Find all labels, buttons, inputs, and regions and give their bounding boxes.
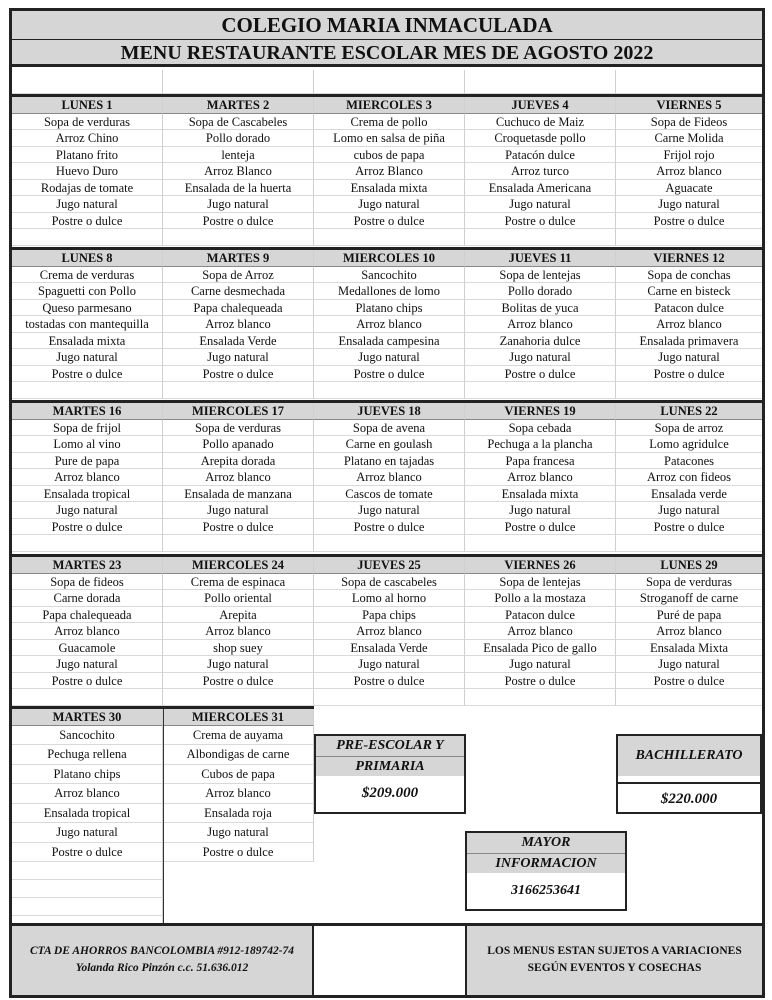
empty-cell <box>12 70 163 94</box>
menu-item: Carne en bisteck <box>616 283 762 300</box>
menu-item: Carne dorada <box>12 590 163 607</box>
menu-item: Ensalada de manzana <box>163 486 314 503</box>
menu-item: Aguacate <box>616 180 762 197</box>
menu-item: Bolitas de yuca <box>465 300 616 317</box>
menu-item: Arroz blanco <box>163 316 314 333</box>
bank-account-line: CTA DE AHORROS BANCOLOMBIA #912-189742-74 <box>29 945 295 957</box>
menu-item: Ensalada de la huerta <box>163 180 314 197</box>
menu-item: Papa chalequeada <box>163 300 314 317</box>
empty-cell <box>465 70 616 94</box>
menu-item: Pollo apanado <box>163 436 314 453</box>
menu-row <box>12 656 762 673</box>
menu-item: Jugo natural <box>163 196 314 213</box>
menu-item: Jugo natural <box>163 823 314 843</box>
empty-cell <box>465 229 616 246</box>
menu-item: Pure de papa <box>12 453 163 470</box>
day-header: VIERNES 19 <box>465 403 616 420</box>
empty-cell <box>314 70 465 94</box>
day-header: MIERCOLES 24 <box>163 557 314 574</box>
week-divider <box>12 400 762 403</box>
menu-item: Huevo Duro <box>12 163 163 180</box>
menu-item: shop suey <box>163 640 314 657</box>
info-phone: 3166253641 <box>511 883 581 898</box>
menu-item: Arroz blanco <box>12 623 163 640</box>
bank-account-note <box>12 926 314 995</box>
menu-item: Arroz Blanco <box>314 163 465 180</box>
day-header: MIERCOLES 3 <box>314 97 465 114</box>
menu-item: Patacon dulce <box>616 300 762 317</box>
menu-item: Postre o dulce <box>163 213 314 230</box>
menu-item: Jugo natural <box>314 196 465 213</box>
preescolar-label-1: PRE-ESCOLAR Y <box>316 736 464 756</box>
menu-item: Patacones <box>616 453 762 470</box>
menu-item: Arroz Blanco <box>163 163 314 180</box>
menu-item: Jugo natural <box>12 196 163 213</box>
menu-item: Sopa de cascabeles <box>314 574 465 591</box>
menu-item: Puré de papa <box>616 607 762 624</box>
school-name: COLEGIO MARIA INMACULADA <box>12 11 762 40</box>
menu-item: Jugo natural <box>616 196 762 213</box>
day-header: MIERCOLES 10 <box>314 250 465 267</box>
menu-item: Ensalada verde <box>616 486 762 503</box>
empty-row <box>12 862 163 880</box>
menu-item: Jugo natural <box>163 349 314 366</box>
menu-item: Platano chips <box>314 300 465 317</box>
menu-item: Ensalada roja <box>163 804 314 824</box>
menu-item: Jugo natural <box>616 349 762 366</box>
bachillerato-label: BACHILLERATO <box>618 736 760 776</box>
menu-item: Postre o dulce <box>465 213 616 230</box>
menu-item: Arroz blanco <box>163 469 314 486</box>
menu-item: Crema de auyama <box>163 726 314 746</box>
menu-item: Ensalada Verde <box>314 640 465 657</box>
day-header-row <box>12 250 762 267</box>
day-header: VIERNES 5 <box>616 97 762 114</box>
day-header: VIERNES 12 <box>616 250 762 267</box>
menu-item: Carne en goulash <box>314 436 465 453</box>
menu-item: Guacamole <box>12 640 163 657</box>
menu-item: Arroz blanco <box>616 316 762 333</box>
menu-row <box>12 502 762 519</box>
empty-row <box>12 898 163 916</box>
menu-row <box>12 180 762 197</box>
menu-item: Pechuga rellena <box>12 745 163 765</box>
empty-cell <box>616 689 762 706</box>
menu-item: Sancochito <box>12 726 163 746</box>
menu-item: Sopa de Cascabeles <box>163 114 314 131</box>
menu-item: Sopa de Arroz <box>163 267 314 284</box>
menu-row <box>12 366 762 383</box>
empty-row <box>12 880 163 898</box>
empty-cell <box>12 880 163 898</box>
menu-item: Papa francesa <box>465 453 616 470</box>
menu-item: Zanahoria dulce <box>465 333 616 350</box>
menu-row <box>12 469 762 486</box>
menu-row <box>12 640 762 657</box>
menu-item: Jugo natural <box>465 196 616 213</box>
empty-row <box>12 535 762 552</box>
menu-item: Lomo al vino <box>12 436 163 453</box>
menu-item: lenteja <box>163 147 314 164</box>
menu-item: Carne desmechada <box>163 283 314 300</box>
menu-item: Jugo natural <box>465 349 616 366</box>
menu-item: Lomo agridulce <box>616 436 762 453</box>
menu-row <box>12 453 762 470</box>
empty-cell <box>163 382 314 399</box>
day-header: JUEVES 25 <box>314 557 465 574</box>
menu-item: Crema de espinaca <box>163 574 314 591</box>
notice-line-1: LOS MENUS ESTAN SUJETOS A VARIACIONES <box>487 945 742 957</box>
empty-cell <box>314 689 465 706</box>
empty-cell <box>163 229 314 246</box>
empty-cell <box>314 535 465 552</box>
menu-item: Ensalada mixta <box>314 180 465 197</box>
menu-row <box>12 623 762 640</box>
day-header: LUNES 8 <box>12 250 163 267</box>
menu-row <box>12 519 762 536</box>
day-header: LUNES 1 <box>12 97 163 114</box>
menu-item: Ensalada tropical <box>12 486 163 503</box>
menu-row <box>12 196 762 213</box>
account-holder-line: Yolanda Rico Pinzón c.c. 51.636.012 <box>75 962 249 974</box>
menu-item: Patacon dulce <box>465 607 616 624</box>
menu-item: Jugo natural <box>163 656 314 673</box>
empty-cell <box>12 229 163 246</box>
day-header: MARTES 30 <box>12 709 163 726</box>
week-divider <box>12 247 762 250</box>
menu-item: Postre o dulce <box>616 366 762 383</box>
menu-item: Sopa de verduras <box>616 574 762 591</box>
menu-row <box>12 574 762 591</box>
menu-item: Postre o dulce <box>12 673 163 690</box>
menu-item: Jugo natural <box>616 502 762 519</box>
menu-item: Cubos de papa <box>163 765 314 785</box>
menu-item: Pollo a la mostaza <box>465 590 616 607</box>
menu-item: Postre o dulce <box>12 519 163 536</box>
menu-item: Arepita <box>163 607 314 624</box>
empty-cell <box>12 382 163 399</box>
empty-cell <box>163 689 314 706</box>
menu-item: Platano en tajadas <box>314 453 465 470</box>
menu-item: Crema de pollo <box>314 114 465 131</box>
menu-item: Postre o dulce <box>616 519 762 536</box>
menu-item: Jugo natural <box>12 656 163 673</box>
menu-item: Platano frito <box>12 147 163 164</box>
empty-cell <box>465 382 616 399</box>
menu-item: Arroz turco <box>465 163 616 180</box>
empty-cell <box>314 382 465 399</box>
menu-item: Postre o dulce <box>465 673 616 690</box>
empty-cell <box>12 535 163 552</box>
menu-item: Postre o dulce <box>314 673 465 690</box>
menu-variation-notice <box>465 926 762 995</box>
menu-item: Cascos de tomate <box>314 486 465 503</box>
menu-item: Arroz blanco <box>314 316 465 333</box>
day-header: LUNES 22 <box>616 403 762 420</box>
menu-item: Arroz blanco <box>465 469 616 486</box>
menu-item: Postre o dulce <box>616 673 762 690</box>
info-label-2: INFORMACION <box>467 853 625 873</box>
menu-item: Croquetasde pollo <box>465 130 616 147</box>
menu-item: Lomo al horno <box>314 590 465 607</box>
day-header: LUNES 29 <box>616 557 762 574</box>
menu-row <box>12 163 762 180</box>
empty-cell <box>314 229 465 246</box>
menu-item: tostadas con mantequilla <box>12 316 163 333</box>
empty-cell <box>616 229 762 246</box>
menu-item: Jugo natural <box>12 349 163 366</box>
empty-cell <box>465 535 616 552</box>
menu-item: Albondigas de carne <box>163 745 314 765</box>
preescolar-price: $209.000 <box>361 785 419 801</box>
day-header: MARTES 2 <box>163 97 314 114</box>
day-header: JUEVES 18 <box>314 403 465 420</box>
menu-row <box>12 147 762 164</box>
empty-cell <box>616 382 762 399</box>
day-header: MARTES 9 <box>163 250 314 267</box>
menu-item: Arroz blanco <box>163 784 314 804</box>
empty-cell <box>616 70 762 94</box>
day-header: MARTES 23 <box>12 557 163 574</box>
menu-item: Postre o dulce <box>163 843 314 863</box>
menu-row <box>12 130 762 147</box>
menu-row <box>12 316 762 333</box>
menu-sheet <box>9 8 765 998</box>
menu-item: Sopa de avena <box>314 420 465 437</box>
menu-item: Jugo natural <box>314 502 465 519</box>
day-header: JUEVES 4 <box>465 97 616 114</box>
day-header-row <box>12 97 762 114</box>
menu-item: Arroz blanco <box>616 163 762 180</box>
menu-item: Arroz Chino <box>12 130 163 147</box>
menu-item: Patacón dulce <box>465 147 616 164</box>
menu-item: Postre o dulce <box>12 843 163 863</box>
menu-item: Ensalada mixta <box>465 486 616 503</box>
empty-cell <box>12 898 163 916</box>
menu-item: Postre o dulce <box>163 366 314 383</box>
empty-cell <box>12 862 163 880</box>
menu-item: Pollo oriental <box>163 590 314 607</box>
menu-item: Ensalada tropical <box>12 804 163 824</box>
menu-item: Sopa de verduras <box>163 420 314 437</box>
menu-item: Postre o dulce <box>465 366 616 383</box>
menu-row <box>12 420 762 437</box>
bachillerato-price-box <box>616 734 762 814</box>
week-divider <box>12 94 762 97</box>
info-box <box>465 831 627 911</box>
day-header: MARTES 16 <box>12 403 163 420</box>
menu-item: Jugo natural <box>163 502 314 519</box>
menu-item: cubos de papa <box>314 147 465 164</box>
menu-item: Arroz blanco <box>616 623 762 640</box>
menu-item: Sopa de Fideos <box>616 114 762 131</box>
menu-item: Sopa de conchas <box>616 267 762 284</box>
day-header-row <box>12 403 762 420</box>
menu-title: MENU RESTAURANTE ESCOLAR MES DE AGOSTO 2022 <box>12 40 762 67</box>
menu-item: Postre o dulce <box>12 213 163 230</box>
menu-item: Stroganoff de carne <box>616 590 762 607</box>
menu-item: Sopa de verduras <box>12 114 163 131</box>
menu-row <box>12 114 762 131</box>
menu-item: Postre o dulce <box>616 213 762 230</box>
menu-item: Carne Molida <box>616 130 762 147</box>
menu-item: Arroz blanco <box>163 623 314 640</box>
menu-row <box>12 333 762 350</box>
info-label-1: MAYOR <box>467 833 625 853</box>
menu-item: Arroz blanco <box>314 623 465 640</box>
day-header-row <box>12 557 762 574</box>
notice-line-2: SEGÚN EVENTOS Y COSECHAS <box>527 962 702 974</box>
menu-row <box>12 283 762 300</box>
empty-cell <box>163 535 314 552</box>
menu-row <box>12 349 762 366</box>
empty-row <box>12 229 762 246</box>
menu-item: Jugo natural <box>12 502 163 519</box>
menu-row <box>12 673 762 690</box>
menu-item: Postre o dulce <box>314 366 465 383</box>
menu-row <box>12 213 762 230</box>
menu-item: Sancochito <box>314 267 465 284</box>
empty-row <box>12 689 762 706</box>
menu-item: Sopa de lentejas <box>465 267 616 284</box>
menu-item: Arroz blanco <box>314 469 465 486</box>
menu-row <box>12 267 762 284</box>
menu-item: Arroz con fideos <box>616 469 762 486</box>
day-header: JUEVES 11 <box>465 250 616 267</box>
empty-row <box>12 382 762 399</box>
menu-item: Ensalada Pico de gallo <box>465 640 616 657</box>
menu-item: Postre o dulce <box>163 519 314 536</box>
menu-item: Medallones de lomo <box>314 283 465 300</box>
menu-item: Papa chalequeada <box>12 607 163 624</box>
menu-item: Pollo dorado <box>163 130 314 147</box>
day-header: MIERCOLES 31 <box>163 709 314 726</box>
menu-item: Arroz blanco <box>465 623 616 640</box>
menu-item: Ensalada Mixta <box>616 640 762 657</box>
menu-item: Cuchuco de Maiz <box>465 114 616 131</box>
menu-item: Rodajas de tomate <box>12 180 163 197</box>
menu-item: Postre o dulce <box>314 213 465 230</box>
menu-item: Jugo natural <box>12 823 163 843</box>
menu-item: Ensalada mixta <box>12 333 163 350</box>
menu-item: Sopa de frijol <box>12 420 163 437</box>
empty-cell <box>465 689 616 706</box>
menu-item: Sopa de fideos <box>12 574 163 591</box>
menu-row <box>12 436 762 453</box>
empty-cell <box>12 689 163 706</box>
menu-item: Postre o dulce <box>163 673 314 690</box>
empty-cell <box>163 70 314 94</box>
day-header: VIERNES 26 <box>465 557 616 574</box>
menu-item: Queso parmesano <box>12 300 163 317</box>
menu-item: Arepita dorada <box>163 453 314 470</box>
menu-item: Postre o dulce <box>314 519 465 536</box>
menu-row <box>12 590 762 607</box>
menu-item: Sopa cebada <box>465 420 616 437</box>
menu-row <box>12 486 762 503</box>
menu-item: Arroz blanco <box>12 469 163 486</box>
menu-item: Jugo natural <box>465 656 616 673</box>
menu-item: Jugo natural <box>616 656 762 673</box>
preescolar-label-2: PRIMARIA <box>316 756 464 776</box>
menu-item: Platano chips <box>12 765 163 785</box>
menu-item: Postre o dulce <box>465 519 616 536</box>
menu-item: Crema de verduras <box>12 267 163 284</box>
menu-item: Ensalada primavera <box>616 333 762 350</box>
menu-item: Ensalada Verde <box>163 333 314 350</box>
week-divider <box>12 554 762 557</box>
menu-row <box>12 607 762 624</box>
menu-item: Ensalada campesina <box>314 333 465 350</box>
preescolar-price-box <box>314 734 466 814</box>
column-divider <box>163 709 164 923</box>
menu-item: Ensalada Americana <box>465 180 616 197</box>
menu-item: Pollo dorado <box>465 283 616 300</box>
menu-item: Jugo natural <box>465 502 616 519</box>
menu-item: Postre o dulce <box>12 366 163 383</box>
menu-item: Sopa de arroz <box>616 420 762 437</box>
bachillerato-price: $220.000 <box>618 782 760 810</box>
spacer-row <box>12 70 762 94</box>
menu-row <box>12 300 762 317</box>
menu-item: Jugo natural <box>314 656 465 673</box>
menu-item: Sopa de lentejas <box>465 574 616 591</box>
day-header: MIERCOLES 17 <box>163 403 314 420</box>
menu-item: Arroz blanco <box>465 316 616 333</box>
menu-item: Jugo natural <box>314 349 465 366</box>
empty-cell <box>616 535 762 552</box>
menu-item: Papa chips <box>314 607 465 624</box>
menu-item: Lomo en salsa de piña <box>314 130 465 147</box>
menu-item: Frijol rojo <box>616 147 762 164</box>
menu-item: Pechuga a la plancha <box>465 436 616 453</box>
menu-item: Spaguetti con Pollo <box>12 283 163 300</box>
menu-item: Arroz blanco <box>12 784 163 804</box>
